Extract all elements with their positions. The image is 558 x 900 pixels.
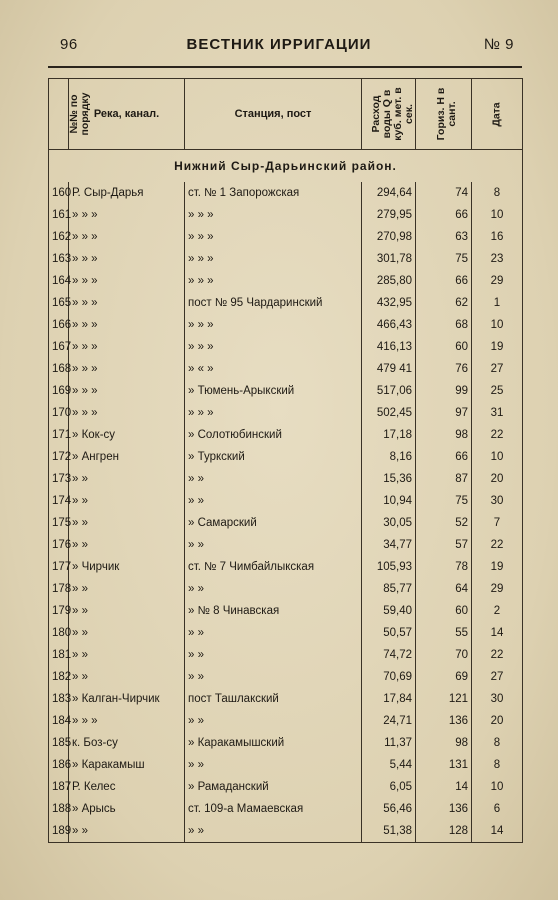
row-number-cell: 174 bbox=[49, 490, 69, 512]
row-number-cell: 163 bbox=[49, 248, 69, 270]
discharge-cell: 502,45 bbox=[362, 402, 416, 424]
discharge-cell: 270,98 bbox=[362, 226, 416, 248]
table-row bbox=[49, 710, 523, 732]
discharge-cell: 432,95 bbox=[362, 292, 416, 314]
discharge-cell: 294,64 bbox=[362, 182, 416, 204]
river-cell: » » bbox=[69, 490, 185, 512]
date-cell: 29 bbox=[472, 270, 523, 292]
table-row bbox=[49, 512, 523, 534]
station-cell: » « » bbox=[185, 358, 362, 380]
date-cell: 8 bbox=[472, 754, 523, 776]
date-cell: 20 bbox=[472, 710, 523, 732]
table-row bbox=[49, 798, 523, 820]
table-row bbox=[49, 754, 523, 776]
discharge-cell: 10,94 bbox=[362, 490, 416, 512]
row-number-cell: 171 bbox=[49, 424, 69, 446]
date-cell: 10 bbox=[472, 314, 523, 336]
row-number-cell: 178 bbox=[49, 578, 69, 600]
gauge-cell: 75 bbox=[416, 248, 472, 270]
column-header-gauge: Гориз. H в сант. bbox=[416, 79, 472, 150]
discharge-cell: 105,93 bbox=[362, 556, 416, 578]
river-cell: » Ангрен bbox=[69, 446, 185, 468]
station-cell: » » bbox=[185, 644, 362, 666]
row-number-cell: 172 bbox=[49, 446, 69, 468]
gauge-cell: 75 bbox=[416, 490, 472, 512]
river-cell: » » bbox=[69, 468, 185, 490]
discharge-cell: 285,80 bbox=[362, 270, 416, 292]
station-cell: » » bbox=[185, 578, 362, 600]
river-cell: » Чирчик bbox=[69, 556, 185, 578]
date-cell: 2 bbox=[472, 600, 523, 622]
column-header-station: Станция, пост bbox=[185, 79, 362, 150]
station-cell: » » bbox=[185, 468, 362, 490]
row-number-cell: 169 bbox=[49, 380, 69, 402]
table-row bbox=[49, 204, 523, 226]
row-number-cell: 165 bbox=[49, 292, 69, 314]
date-cell: 14 bbox=[472, 622, 523, 644]
row-number-cell: 177 bbox=[49, 556, 69, 578]
discharge-cell: 59,40 bbox=[362, 600, 416, 622]
row-number-cell: 175 bbox=[49, 512, 69, 534]
discharge-cell: 85,77 bbox=[362, 578, 416, 600]
gauge-cell: 66 bbox=[416, 446, 472, 468]
date-cell: 22 bbox=[472, 424, 523, 446]
date-cell: 7 bbox=[472, 512, 523, 534]
gauge-cell: 70 bbox=[416, 644, 472, 666]
river-cell: » » » bbox=[69, 358, 185, 380]
table-row bbox=[49, 314, 523, 336]
table-row bbox=[49, 402, 523, 424]
gauge-cell: 55 bbox=[416, 622, 472, 644]
row-number-cell: 183 bbox=[49, 688, 69, 710]
river-cell: » Кок-су bbox=[69, 424, 185, 446]
table-row bbox=[49, 688, 523, 710]
station-cell: » » bbox=[185, 534, 362, 556]
row-number-cell: 173 bbox=[49, 468, 69, 490]
discharge-cell: 51,38 bbox=[362, 820, 416, 843]
river-cell: » » » bbox=[69, 270, 185, 292]
row-number-cell: 186 bbox=[49, 754, 69, 776]
gauge-cell: 128 bbox=[416, 820, 472, 843]
date-cell: 10 bbox=[472, 204, 523, 226]
table-row bbox=[49, 292, 523, 314]
table-row bbox=[49, 534, 523, 556]
discharge-cell: 8,16 bbox=[362, 446, 416, 468]
river-cell: » » » bbox=[69, 402, 185, 424]
station-cell: ст. 109-а Мамаевская bbox=[185, 798, 362, 820]
discharge-cell: 56,46 bbox=[362, 798, 416, 820]
date-cell: 27 bbox=[472, 358, 523, 380]
gauge-cell: 66 bbox=[416, 270, 472, 292]
table-row bbox=[49, 644, 523, 666]
river-cell: » Калган-Чирчик bbox=[69, 688, 185, 710]
table-row bbox=[49, 336, 523, 358]
date-cell: 1 bbox=[472, 292, 523, 314]
discharge-cell: 15,36 bbox=[362, 468, 416, 490]
table-row bbox=[49, 358, 523, 380]
date-cell: 10 bbox=[472, 446, 523, 468]
row-number-cell: 180 bbox=[49, 622, 69, 644]
row-number-cell: 187 bbox=[49, 776, 69, 798]
row-number-cell: 181 bbox=[49, 644, 69, 666]
page-number: 96 bbox=[60, 36, 78, 53]
river-cell: » » bbox=[69, 820, 185, 843]
discharge-cell: 30,05 bbox=[362, 512, 416, 534]
station-cell: » » » bbox=[185, 402, 362, 424]
river-cell: » » bbox=[69, 578, 185, 600]
table-row bbox=[49, 622, 523, 644]
river-cell: » » bbox=[69, 512, 185, 534]
gauge-cell: 98 bbox=[416, 424, 472, 446]
discharge-cell: 6,05 bbox=[362, 776, 416, 798]
row-number-cell: 168 bbox=[49, 358, 69, 380]
table-row bbox=[49, 490, 523, 512]
data-table bbox=[48, 78, 523, 843]
station-cell: пост № 95 Чардаринский bbox=[185, 292, 362, 314]
date-cell: 29 bbox=[472, 578, 523, 600]
table-body bbox=[49, 150, 523, 843]
date-cell: 27 bbox=[472, 666, 523, 688]
date-cell: 23 bbox=[472, 248, 523, 270]
table-row bbox=[49, 248, 523, 270]
discharge-cell: 17,84 bbox=[362, 688, 416, 710]
gauge-cell: 97 bbox=[416, 402, 472, 424]
gauge-cell: 87 bbox=[416, 468, 472, 490]
river-cell: Р. Сыр-Дарья bbox=[69, 182, 185, 204]
discharge-cell: 479 41 bbox=[362, 358, 416, 380]
discharge-cell: 301,78 bbox=[362, 248, 416, 270]
row-number-cell: 170 bbox=[49, 402, 69, 424]
date-cell: 16 bbox=[472, 226, 523, 248]
station-cell: пост Ташлакский bbox=[185, 688, 362, 710]
table-row bbox=[49, 732, 523, 754]
river-cell: » » bbox=[69, 622, 185, 644]
station-cell: » » bbox=[185, 820, 362, 843]
river-cell: » » bbox=[69, 644, 185, 666]
row-number-cell: 162 bbox=[49, 226, 69, 248]
river-cell: » » bbox=[69, 666, 185, 688]
section-title: Нижний Сыр-Дарьинский район. bbox=[49, 150, 523, 183]
header-rule bbox=[48, 66, 522, 68]
gauge-cell: 74 bbox=[416, 182, 472, 204]
discharge-cell: 34,77 bbox=[362, 534, 416, 556]
station-cell: ст. № 7 Чимбайлыкская bbox=[185, 556, 362, 578]
station-cell: » Тюмень-Арыкский bbox=[185, 380, 362, 402]
discharge-cell: 5,44 bbox=[362, 754, 416, 776]
table-row bbox=[49, 270, 523, 292]
table-row bbox=[49, 666, 523, 688]
date-cell: 14 bbox=[472, 820, 523, 843]
row-number-cell: 188 bbox=[49, 798, 69, 820]
table-row bbox=[49, 380, 523, 402]
date-cell: 8 bbox=[472, 182, 523, 204]
river-cell: » » » bbox=[69, 314, 185, 336]
table-row bbox=[49, 446, 523, 468]
date-cell: 30 bbox=[472, 688, 523, 710]
row-number-cell: 185 bbox=[49, 732, 69, 754]
discharge-cell: 17,18 bbox=[362, 424, 416, 446]
river-cell: » » bbox=[69, 600, 185, 622]
gauge-cell: 121 bbox=[416, 688, 472, 710]
gauge-cell: 76 bbox=[416, 358, 472, 380]
section-row bbox=[49, 150, 523, 183]
row-number-cell: 184 bbox=[49, 710, 69, 732]
station-cell: » Каракамышский bbox=[185, 732, 362, 754]
column-header-discharge: Расход воды Q в куб. мет. в сек. bbox=[362, 79, 416, 150]
table-row bbox=[49, 820, 523, 843]
row-number-cell: 176 bbox=[49, 534, 69, 556]
discharge-cell: 70,69 bbox=[362, 666, 416, 688]
discharge-cell: 24,71 bbox=[362, 710, 416, 732]
station-cell: » Рамаданский bbox=[185, 776, 362, 798]
table-header-row bbox=[49, 79, 523, 150]
issue-number: № 9 bbox=[483, 36, 514, 53]
row-number-cell: 164 bbox=[49, 270, 69, 292]
date-cell: 22 bbox=[472, 534, 523, 556]
row-number-cell: 167 bbox=[49, 336, 69, 358]
station-cell: » » » bbox=[185, 248, 362, 270]
gauge-cell: 52 bbox=[416, 512, 472, 534]
gauge-cell: 68 bbox=[416, 314, 472, 336]
gauge-cell: 60 bbox=[416, 600, 472, 622]
table-row bbox=[49, 556, 523, 578]
discharge-cell: 74,72 bbox=[362, 644, 416, 666]
gauge-cell: 63 bbox=[416, 226, 472, 248]
date-cell: 10 bbox=[472, 776, 523, 798]
gauge-cell: 14 bbox=[416, 776, 472, 798]
station-cell: » № 8 Чинавская bbox=[185, 600, 362, 622]
date-cell: 8 bbox=[472, 732, 523, 754]
station-cell: » » bbox=[185, 490, 362, 512]
journal-title: ВЕСТНИК ИРРИГАЦИИ bbox=[186, 36, 372, 53]
table-row bbox=[49, 182, 523, 204]
row-number-cell: 182 bbox=[49, 666, 69, 688]
river-cell: » » » bbox=[69, 204, 185, 226]
table-row bbox=[49, 226, 523, 248]
river-cell: к. Боз-су bbox=[69, 732, 185, 754]
column-header-date: Дата bbox=[472, 79, 523, 150]
gauge-cell: 64 bbox=[416, 578, 472, 600]
discharge-cell: 11,37 bbox=[362, 732, 416, 754]
gauge-cell: 99 bbox=[416, 380, 472, 402]
date-cell: 20 bbox=[472, 468, 523, 490]
river-cell: » » » bbox=[69, 226, 185, 248]
discharge-cell: 416,13 bbox=[362, 336, 416, 358]
discharge-cell: 50,57 bbox=[362, 622, 416, 644]
gauge-cell: 60 bbox=[416, 336, 472, 358]
date-cell: 30 bbox=[472, 490, 523, 512]
station-cell: » Туркский bbox=[185, 446, 362, 468]
row-number-cell: 161 bbox=[49, 204, 69, 226]
station-cell: » » bbox=[185, 710, 362, 732]
table-row bbox=[49, 600, 523, 622]
discharge-cell: 466,43 bbox=[362, 314, 416, 336]
river-cell: » » » bbox=[69, 710, 185, 732]
gauge-cell: 98 bbox=[416, 732, 472, 754]
station-cell: » » » bbox=[185, 270, 362, 292]
gauge-cell: 136 bbox=[416, 798, 472, 820]
river-cell: » » » bbox=[69, 380, 185, 402]
gauge-cell: 62 bbox=[416, 292, 472, 314]
date-cell: 19 bbox=[472, 556, 523, 578]
river-cell: » » » bbox=[69, 336, 185, 358]
station-cell: » » bbox=[185, 622, 362, 644]
discharge-cell: 517,06 bbox=[362, 380, 416, 402]
column-header-river: Река, канал. bbox=[69, 79, 185, 150]
date-cell: 22 bbox=[472, 644, 523, 666]
column-header-number: №№ по порядку bbox=[49, 79, 69, 150]
station-cell: » » » bbox=[185, 336, 362, 358]
river-cell: » Каракамыш bbox=[69, 754, 185, 776]
date-cell: 6 bbox=[472, 798, 523, 820]
table-row bbox=[49, 424, 523, 446]
gauge-cell: 131 bbox=[416, 754, 472, 776]
table-row bbox=[49, 468, 523, 490]
discharge-cell: 279,95 bbox=[362, 204, 416, 226]
station-cell: » » » bbox=[185, 226, 362, 248]
river-cell: » » bbox=[69, 534, 185, 556]
station-cell: » » » bbox=[185, 314, 362, 336]
table-row bbox=[49, 578, 523, 600]
station-cell: » Самарский bbox=[185, 512, 362, 534]
gauge-cell: 57 bbox=[416, 534, 472, 556]
gauge-cell: 78 bbox=[416, 556, 472, 578]
gauge-cell: 136 bbox=[416, 710, 472, 732]
row-number-cell: 179 bbox=[49, 600, 69, 622]
date-cell: 19 bbox=[472, 336, 523, 358]
table-row bbox=[49, 776, 523, 798]
running-head bbox=[0, 36, 558, 58]
station-cell: » » » bbox=[185, 204, 362, 226]
row-number-cell: 189 bbox=[49, 820, 69, 843]
river-cell: » Арысь bbox=[69, 798, 185, 820]
row-number-cell: 166 bbox=[49, 314, 69, 336]
river-cell: Р. Келес bbox=[69, 776, 185, 798]
station-cell: » Солотюбинский bbox=[185, 424, 362, 446]
gauge-cell: 69 bbox=[416, 666, 472, 688]
station-cell: » » bbox=[185, 754, 362, 776]
row-number-cell: 160 bbox=[49, 182, 69, 204]
station-cell: » » bbox=[185, 666, 362, 688]
river-cell: » » » bbox=[69, 248, 185, 270]
river-cell: » » » bbox=[69, 292, 185, 314]
station-cell: ст. № 1 Запорожская bbox=[185, 182, 362, 204]
gauge-cell: 66 bbox=[416, 204, 472, 226]
date-cell: 31 bbox=[472, 402, 523, 424]
date-cell: 25 bbox=[472, 380, 523, 402]
